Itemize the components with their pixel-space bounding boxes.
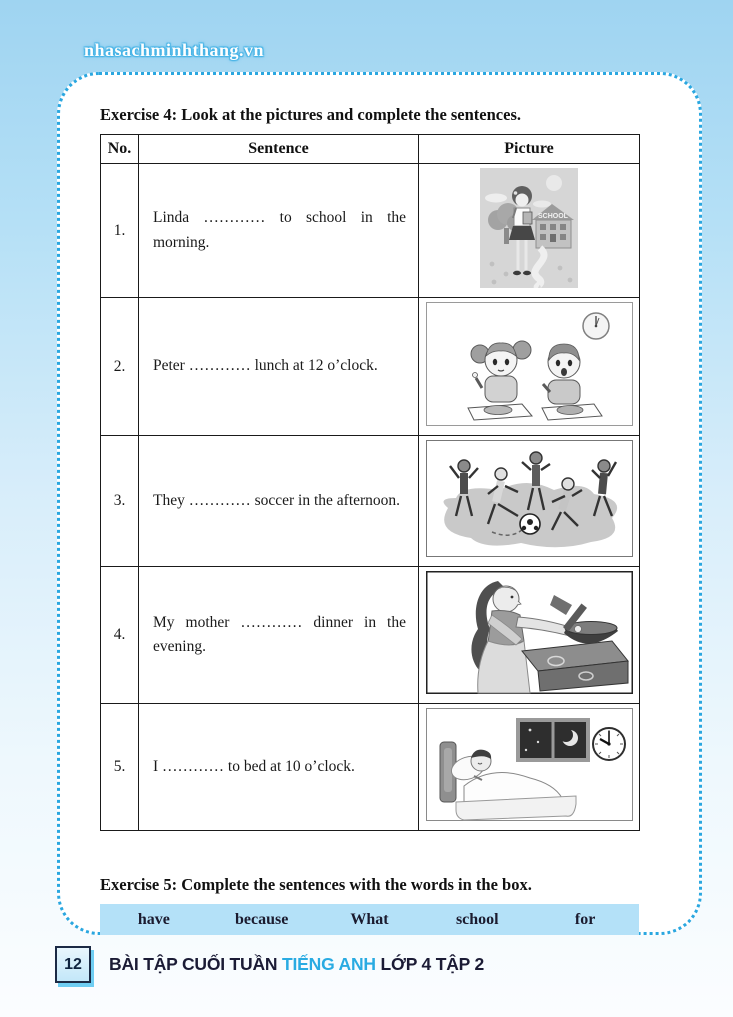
book-title-prefix: BÀI TẬP CUỐI TUẦN xyxy=(109,954,283,974)
word-box-item: for xyxy=(574,910,596,928)
row-number: 1. xyxy=(101,164,139,298)
table-row xyxy=(101,704,640,831)
picture-children-eating-lunch xyxy=(426,302,633,426)
book-title xyxy=(109,954,484,975)
word-box-item: have xyxy=(137,910,170,928)
word-box-item: because xyxy=(235,910,289,928)
page-footer xyxy=(55,946,484,983)
table-row xyxy=(101,298,640,436)
row-number: 2. xyxy=(101,298,139,436)
book-title-highlight: TIẾNG ANH xyxy=(282,954,376,974)
watermark-site-name: nhasachminhthang.vn xyxy=(84,40,265,60)
row-number: 5. xyxy=(101,704,139,831)
picture-mother-cooking xyxy=(426,571,633,694)
header-sentence: Sentence xyxy=(139,135,419,164)
word-box-item: What xyxy=(350,910,389,928)
page-number-badge: 12 xyxy=(55,946,91,983)
picture-boys-playing-soccer xyxy=(426,440,633,557)
header-picture: Picture xyxy=(419,135,640,164)
row-number: 4. xyxy=(101,567,139,704)
header-no: No. xyxy=(101,135,139,164)
picture-girl-walking-to-school xyxy=(480,168,578,288)
row-sentence: Linda ………… to school in the morning. xyxy=(139,164,419,298)
table-row xyxy=(101,164,640,298)
exercise4-title: Exercise 4: Look at the pictures and complete the sentences. xyxy=(100,105,521,124)
row-sentence: They ………… soccer in the afternoon. xyxy=(139,436,419,567)
table-row xyxy=(101,436,640,567)
picture-boy-sleeping xyxy=(426,708,633,821)
table-header-row xyxy=(101,135,640,164)
row-sentence: Peter ………… lunch at 12 o’clock. xyxy=(139,298,419,436)
table-row xyxy=(101,567,640,704)
school-sign-label: SCHOOL xyxy=(538,213,568,220)
exercise5-title: Exercise 5: Complete the sentences with the words in the box. xyxy=(100,875,532,894)
row-sentence: I ………… to bed at 10 o’clock. xyxy=(139,704,419,831)
row-sentence: My mother ………… dinner in the evening. xyxy=(139,567,419,704)
row-number: 3. xyxy=(101,436,139,567)
worksheet-dashed-box xyxy=(57,72,702,935)
word-box-item: school xyxy=(455,910,499,928)
exercise4-table xyxy=(100,134,640,831)
exercise5-word-box xyxy=(100,904,639,935)
book-title-suffix: LỚP 4 TẬP 2 xyxy=(375,954,485,974)
